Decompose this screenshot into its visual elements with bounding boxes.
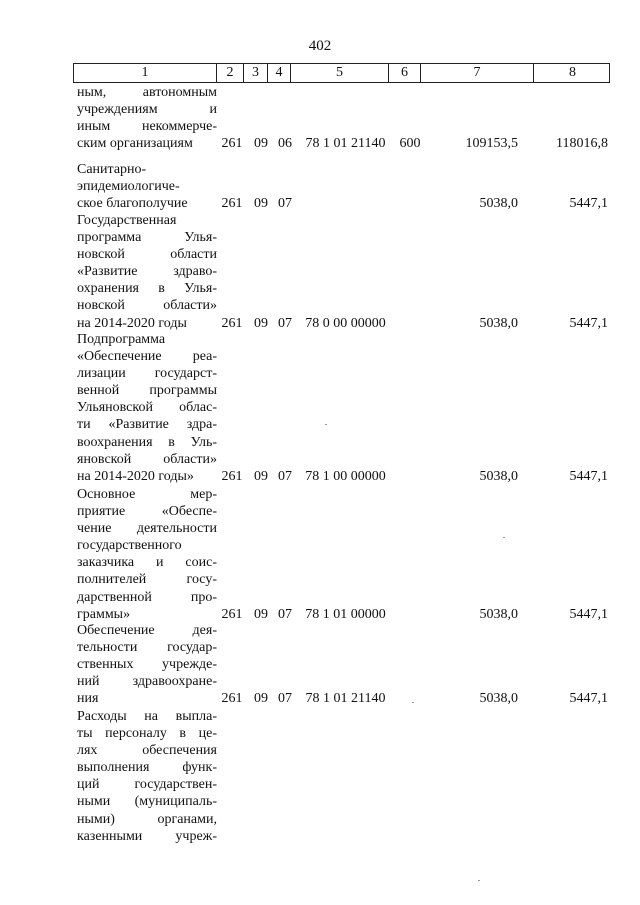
- cell-c4: 07: [278, 606, 292, 622]
- description-line: заказчика и соис-: [77, 555, 217, 571]
- cell-c6: 600: [399, 136, 421, 152]
- cell-c3: 09: [254, 136, 268, 152]
- description-line: ными (муниципаль-: [77, 794, 217, 810]
- cell-c4: 07: [278, 196, 292, 212]
- cell-c3: 09: [254, 196, 268, 212]
- description-line: лизации государст-: [77, 366, 217, 382]
- description-line: ным, автономным: [77, 85, 217, 100]
- description-line: тельности государ-: [77, 640, 217, 656]
- cell-c3: 09: [254, 691, 268, 707]
- description-line: охранения в Улья-: [77, 281, 217, 297]
- scan-speck: [412, 702, 414, 703]
- description-line: Обеспечение дея-: [77, 623, 217, 638]
- description-line: «Обеспечение реа-: [77, 349, 217, 365]
- cell-c7: 109153,5: [465, 136, 518, 152]
- cell-c3: 09: [254, 606, 268, 622]
- description-line: венной программы: [77, 383, 217, 399]
- cell-c7: 5038,0: [479, 606, 518, 622]
- cell-c5: 78 1 00 00000: [305, 468, 386, 484]
- description-line: приятие «Обеспе-: [77, 504, 217, 520]
- cell-c5: 78 1 01 00000: [305, 606, 386, 622]
- description-line: учреждениям и: [77, 102, 217, 118]
- description-line: полнителей госу-: [77, 572, 217, 588]
- description-line: лях обеспечения: [77, 743, 217, 759]
- cell-c4: 07: [278, 691, 292, 707]
- description-line: Ульяновской облас-: [77, 400, 217, 416]
- row-description: [77, 212, 217, 332]
- header-col-7: 7: [421, 64, 534, 82]
- page-number: 402: [308, 38, 332, 54]
- description-line: ственных учрежде-: [77, 657, 217, 673]
- cell-c4: 07: [278, 468, 292, 484]
- description-line: ты персоналу в це-: [77, 726, 217, 742]
- description-line: граммы»: [77, 606, 131, 622]
- cell-c8: 118016,8: [556, 136, 608, 152]
- description-line: выполнения функ-: [77, 760, 217, 776]
- scan-speck: [325, 424, 327, 425]
- row-description: [77, 622, 217, 707]
- cell-c8: 5447,1: [569, 468, 608, 484]
- description-line: дарственной про-: [77, 589, 217, 605]
- cell-c4: 07: [278, 315, 292, 331]
- description-line: Подпрограмма: [77, 332, 166, 347]
- row-description: [77, 708, 217, 845]
- header-col-8: 8: [569, 65, 576, 80]
- header-col-5: 5: [291, 64, 389, 82]
- description-line: яновской области»: [77, 451, 217, 467]
- cell-c4: 06: [278, 136, 292, 152]
- description-line: ния: [77, 691, 99, 707]
- cell-c5: 78 0 00 00000: [305, 315, 386, 331]
- description-line: программа Улья-: [77, 230, 217, 246]
- table-header: [73, 63, 610, 83]
- cell-c2: 261: [221, 691, 243, 707]
- cell-c3: 09: [254, 468, 268, 484]
- scan-speck: [503, 537, 505, 538]
- cell-c2: 261: [221, 196, 243, 212]
- description-line: казенными учреж-: [77, 828, 217, 844]
- description-line: ными) органами,: [77, 811, 217, 827]
- cell-c8: 5447,1: [569, 606, 608, 622]
- scan-speck: [478, 880, 480, 881]
- description-line: чение деятельности: [77, 521, 217, 537]
- description-line: на 2014-2020 годы»: [77, 468, 194, 484]
- cell-c8: 5447,1: [569, 315, 608, 331]
- row-description: [77, 161, 217, 212]
- cell-c8: 5447,1: [569, 196, 608, 212]
- description-line: на 2014-2020 годы: [77, 315, 187, 331]
- header-col-6: 6: [389, 64, 421, 82]
- row-description: [77, 331, 217, 485]
- description-line: государственного: [77, 538, 182, 554]
- cell-c2: 261: [221, 606, 243, 622]
- description-line: Основное мер-: [77, 487, 217, 502]
- description-line: Расходы на выпла-: [77, 709, 217, 724]
- row-description: [77, 84, 217, 152]
- description-line: ским организациям: [77, 136, 193, 152]
- description-line: ти «Развитие здра-: [77, 417, 217, 433]
- description-line: ний здравоохране-: [77, 674, 217, 690]
- cell-c5: 78 1 01 21140: [305, 136, 386, 152]
- header-col-2: 2: [217, 64, 244, 82]
- cell-c5: 78 1 01 21140: [305, 691, 386, 707]
- description-line: ское благополучие: [77, 196, 188, 212]
- description-line: Государственная: [77, 213, 177, 228]
- cell-c7: 5038,0: [479, 315, 518, 331]
- description-line: новской области: [77, 247, 217, 263]
- header-col-1: 1: [74, 64, 217, 82]
- cell-c7: 5038,0: [479, 468, 518, 484]
- description-line: Санитарно-: [77, 162, 147, 177]
- cell-c7: 5038,0: [479, 196, 518, 212]
- row-description: [77, 486, 217, 623]
- cell-c2: 261: [221, 315, 243, 331]
- description-line: эпидемиологиче-: [77, 179, 180, 195]
- description-line: иным некоммерче-: [77, 119, 217, 135]
- description-line: новской области»: [77, 298, 217, 314]
- description-line: ций государствен-: [77, 777, 217, 793]
- description-line: «Развитие здраво-: [77, 264, 217, 280]
- header-col-4: 4: [268, 64, 291, 82]
- cell-c3: 09: [254, 315, 268, 331]
- cell-c7: 5038,0: [479, 691, 518, 707]
- cell-c2: 261: [221, 136, 243, 152]
- cell-c2: 261: [221, 468, 243, 484]
- cell-c8: 5447,1: [569, 691, 608, 707]
- description-line: воохранения в Уль-: [77, 434, 217, 450]
- header-col-3: 3: [244, 64, 268, 82]
